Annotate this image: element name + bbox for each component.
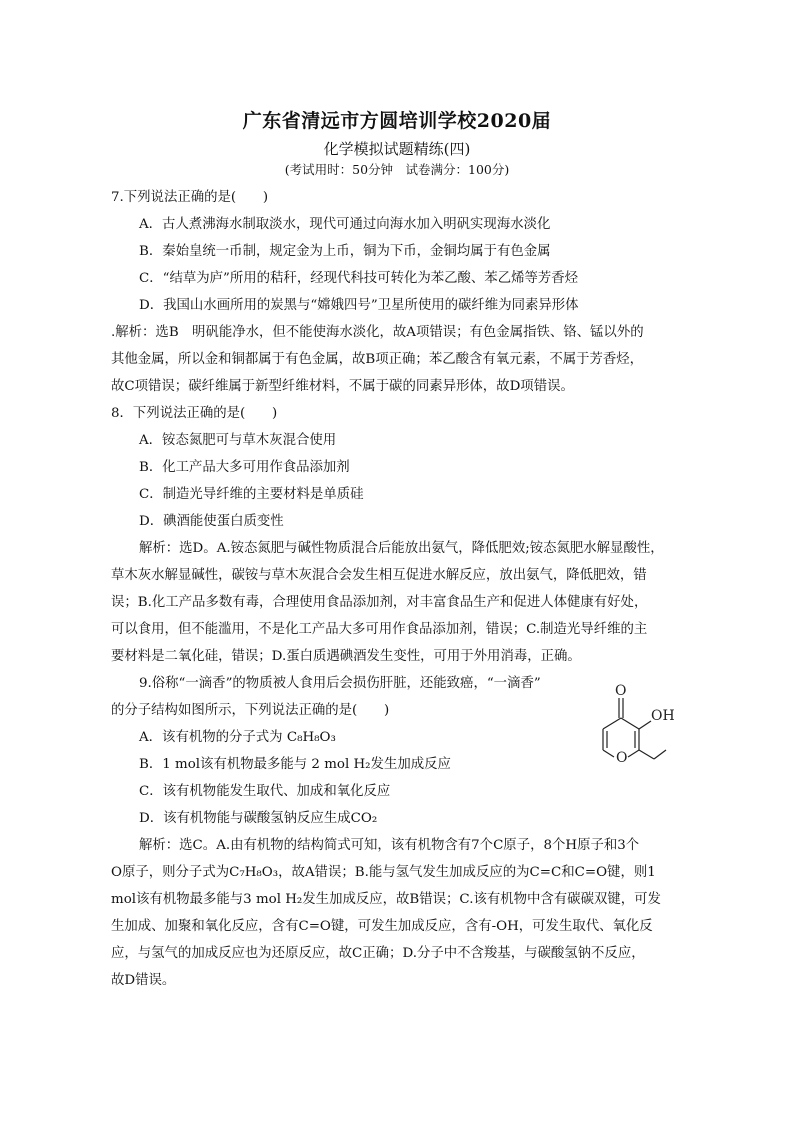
page-subtitle: 化学模拟试题精练(四) [323,140,471,158]
q7-analysis-line: .解析：选B 明矾能净水，但不能使海水淡化，故A项错误；有色金属指铁、铬、锰以外的 [111,325,644,340]
q9-option-b: B．1 mol该有机物最多能与 2 mol H₂发生加成反应 [139,757,451,772]
q8-option-a: A．铵态氮肥可与草木灰混合使用 [139,433,337,448]
q8-analysis-line: 草木灰水解显碱性，碳铵与草木灰混合会发生相互促进水解反应，放出氨气，降低肥效，错 [111,568,647,583]
q8-option-c: C．制造光导纤维的主要材料是单质硅 [139,487,364,502]
q7-stem: 7.下列说法正确的是( ) [111,190,269,205]
q9-option-c: C．该有机物能发生取代、加成和氧化反应 [139,784,391,799]
q8-analysis-line: 可以食用，但不能滥用，不是化工产品大多可用作食品添加剂，错误；C.制造光导纤维的主 [111,622,648,637]
q7-option-d: D．我国山水画所用的炭黑与“嫦娥四号”卫星所使用的碳纤维为同素异形体 [139,298,579,313]
molecule-structure-figure [596,680,706,780]
exam-info: (考试用时：50分钟 试卷满分：100分) [284,162,510,177]
q8-analysis-line: 解析：选D。A.铵态氮肥与碱性物质混合后能放出氨气，降低肥效;铵态氮肥水解显酸性， [139,541,664,556]
q9-stem-line: 的分子结构如图所示，下列说法正确的是( ) [111,703,390,718]
q9-stem-line: 9.俗称“一滴香”的物质被人食用后会损伤肝脏，还能致癌，“一滴香” [139,676,541,691]
hydroxyl-label: OH [651,708,675,724]
q8-option-d: D．碘酒能使蛋白质变性 [139,514,284,529]
q9-analysis-line: 应，与氢气的加成反应也为还原反应，故C正确；D.分子中不含羧基，与碳酸氢钠不反应， [111,946,645,961]
q9-analysis-line: 解析：选C。A.由有机物的结构简式可知，该有机物含有7个C原子，8个H原子和3个 [139,838,640,853]
q9-analysis-line: mol该有机物最多能与3 mol H₂发生加成反应，故B错误；C.该有机物中含有碳碳双键，可发 [111,892,661,907]
q7-analysis-line: 故C项错误；碳纤维属于新型纤维材料，不属于碳的同素异形体，故D项错误。 [111,379,574,394]
question-content [111,184,685,994]
q9-analysis-line: 生加成、加聚和氧化反应，含有C=O键，可发生加成反应，含有-OH，可发生取代、氧化反 [111,919,653,934]
q9-option-d: D．该有机物能与碳酸氢钠反应生成CO₂ [139,811,378,826]
q7-option-c: C．“结草为庐”所用的秸秆，经现代科技可转化为苯乙酸、苯乙烯等芳香烃 [139,271,579,286]
carbonyl-oxygen-label: O [615,683,627,699]
q9-analysis-line: O原子，则分子式为C₇H₈O₃，故A错误；B.能与氢气发生加成反应的为C=C和C=O键，则1 [111,865,656,880]
q9-option-a: A．该有机物的分子式为 C₈H₈O₃ [139,730,336,745]
q8-stem: 8．下列说法正确的是( ) [111,406,278,421]
q7-option-a: A．古人煮沸海水制取淡水，现代可通过向海水加入明矾实现海水淡化 [139,217,551,232]
q9-analysis-line: 故D错误。 [111,973,176,988]
q7-analysis-line: 其他金属，所以金和铜都属于有色金属，故B项正确；苯乙酸含有氧元素，不属于芳香烃， [111,352,644,367]
page-title: 广东省清远市方圆培训学校2020届 [242,110,552,132]
q8-analysis-line: 误；B.化工产品多数有毒，合理使用食品添加剂，对丰富食品生产和促进人体健康有好处， [111,595,648,610]
q8-option-b: B．化工产品大多可用作食品添加剂 [139,460,350,475]
q8-analysis-line: 要材料是二氧化硅，错误；D.蛋白质遇碘酒发生变性，可用于外用消毒，正确。 [111,649,581,664]
ring-oxygen-label: O [616,750,628,766]
q7-option-b: B．秦始皇统一币制，规定金为上币，铜为下币，金铜均属于有色金属 [139,244,551,259]
